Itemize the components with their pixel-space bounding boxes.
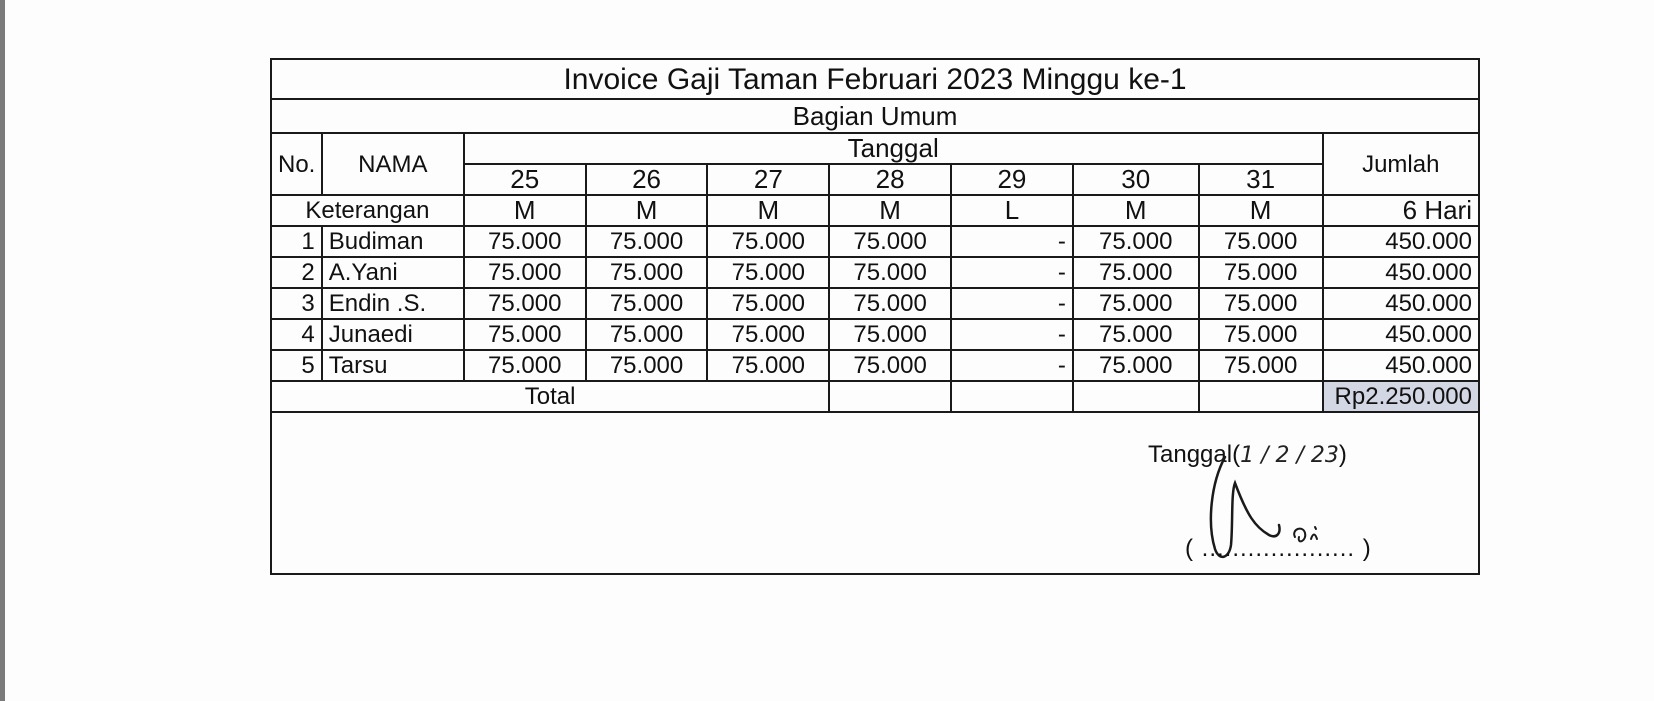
empty-total-cell <box>951 381 1073 412</box>
empty-total-cell <box>1199 381 1323 412</box>
table-row <box>271 257 1479 288</box>
employee-name: Junaedi <box>322 319 464 350</box>
header-sum: Jumlah <box>1323 133 1479 195</box>
pay-cell: 75.000 <box>707 350 829 381</box>
pay-cell: 75.000 <box>829 288 951 319</box>
row-sum: 450.000 <box>1323 350 1479 381</box>
signature-line <box>1185 535 1372 563</box>
pay-cell: 75.000 <box>829 226 951 257</box>
employee-name: Endin .S. <box>322 288 464 319</box>
pay-cell: 75.000 <box>1199 288 1323 319</box>
pay-cell: 75.000 <box>586 319 708 350</box>
empty-total-cell <box>1073 381 1199 412</box>
status-row <box>271 195 1479 226</box>
row-sum: 450.000 <box>1323 288 1479 319</box>
pay-cell: 75.000 <box>1073 319 1199 350</box>
invoice-title: Invoice Gaji Taman Februari 2023 Minggu ke-1 <box>271 59 1479 99</box>
status-cell: M <box>1073 195 1199 226</box>
row-number: 4 <box>271 319 322 350</box>
pay-cell: 75.000 <box>1073 257 1199 288</box>
pay-cell: 75.000 <box>829 350 951 381</box>
date-close-paren: ) <box>1338 441 1347 468</box>
pay-cell: - <box>951 288 1073 319</box>
pay-cell: 75.000 <box>1073 288 1199 319</box>
pay-cell: 75.000 <box>1199 226 1323 257</box>
row-sum: 450.000 <box>1323 226 1479 257</box>
pay-cell: 75.000 <box>586 257 708 288</box>
header-name: NAMA <box>322 133 464 195</box>
pay-cell: 75.000 <box>707 319 829 350</box>
pay-cell: 75.000 <box>586 226 708 257</box>
pay-cell: 75.000 <box>464 226 586 257</box>
pay-cell: 75.000 <box>464 319 586 350</box>
sign-open-paren: ( <box>1185 535 1194 562</box>
pay-cell: 75.000 <box>464 288 586 319</box>
status-cell: M <box>829 195 951 226</box>
row-sum: 450.000 <box>1323 319 1479 350</box>
row-number: 2 <box>271 257 322 288</box>
header-date-group: Tanggal <box>464 133 1323 164</box>
pay-cell: 75.000 <box>707 226 829 257</box>
days-total-cell: 6 Hari <box>1323 195 1479 226</box>
date-header-cell: 27 <box>707 164 829 195</box>
row-number: 5 <box>271 350 322 381</box>
pay-cell: 75.000 <box>829 257 951 288</box>
sign-dots: .................... <box>1201 535 1356 562</box>
employee-name: Tarsu <box>322 350 464 381</box>
pay-cell: 75.000 <box>1073 226 1199 257</box>
pay-cell: 75.000 <box>1199 350 1323 381</box>
total-label: Total <box>271 381 829 412</box>
sign-close-paren: ) <box>1362 535 1372 562</box>
pay-cell: 75.000 <box>829 319 951 350</box>
row-number: 3 <box>271 288 322 319</box>
table-row <box>271 226 1479 257</box>
pay-cell: 75.000 <box>464 350 586 381</box>
pay-cell: - <box>951 226 1073 257</box>
pay-cell: 75.000 <box>586 350 708 381</box>
handwritten-date: 1 / 2 / 23 <box>1240 443 1339 468</box>
scan-edge <box>0 0 5 701</box>
date-header-cell: 30 <box>1073 164 1199 195</box>
row-number: 1 <box>271 226 322 257</box>
pay-cell: 75.000 <box>586 288 708 319</box>
status-cell: M <box>464 195 586 226</box>
pay-cell: 75.000 <box>707 288 829 319</box>
total-row <box>271 381 1479 412</box>
date-header-cell: 25 <box>464 164 586 195</box>
date-header-cell: 31 <box>1199 164 1323 195</box>
date-open-paren: ( <box>1232 441 1241 468</box>
invoice-table <box>270 58 1480 413</box>
date-header-cell: 29 <box>951 164 1073 195</box>
header-no: No. <box>271 133 322 195</box>
pay-cell: 75.000 <box>1199 319 1323 350</box>
pay-cell: - <box>951 319 1073 350</box>
pay-cell: - <box>951 257 1073 288</box>
date-label: Tanggal <box>1148 441 1233 468</box>
signature-area <box>270 413 1480 575</box>
status-cell: M <box>707 195 829 226</box>
status-cell: M <box>1199 195 1323 226</box>
table-row <box>271 319 1479 350</box>
invoice-sheet <box>270 58 1480 575</box>
employee-name: A.Yani <box>322 257 464 288</box>
row-sum: 450.000 <box>1323 257 1479 288</box>
empty-total-cell <box>829 381 951 412</box>
department-label: Bagian Umum <box>271 99 1479 133</box>
employee-name: Budiman <box>322 226 464 257</box>
date-header-cell: 28 <box>829 164 951 195</box>
table-row <box>271 288 1479 319</box>
pay-cell: 75.000 <box>464 257 586 288</box>
pay-cell: - <box>951 350 1073 381</box>
grand-total: Rp2.250.000 <box>1323 381 1479 412</box>
pay-cell: 75.000 <box>707 257 829 288</box>
date-header-cell: 26 <box>586 164 708 195</box>
table-row <box>271 350 1479 381</box>
status-cell: L <box>951 195 1073 226</box>
status-cell: M <box>586 195 708 226</box>
header-note: Keterangan <box>271 195 464 226</box>
pay-cell: 75.000 <box>1073 350 1199 381</box>
pay-cell: 75.000 <box>1199 257 1323 288</box>
